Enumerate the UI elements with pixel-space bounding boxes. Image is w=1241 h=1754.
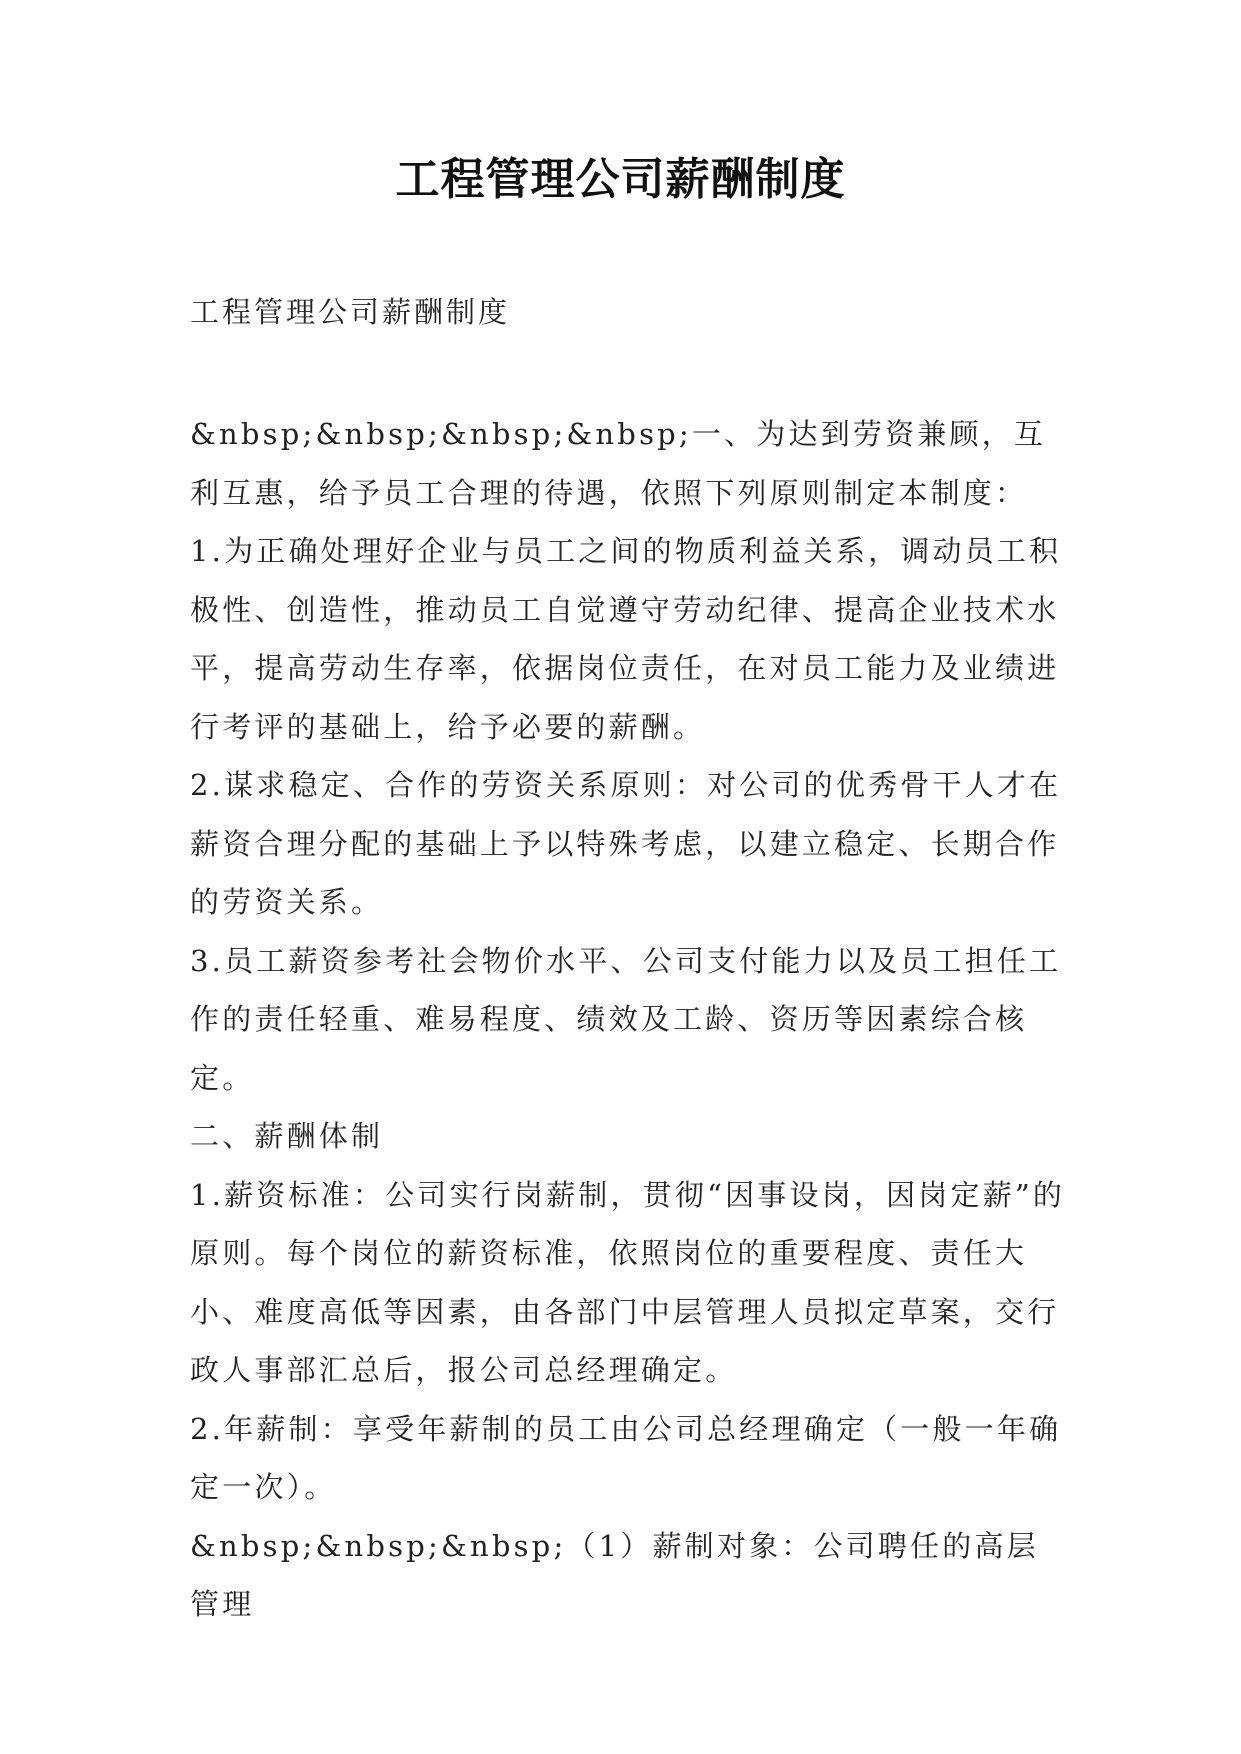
document-title: 工程管理公司薪酬制度 <box>395 154 846 205</box>
paragraph: 1.薪资标准：公司实行岗薪制，贯彻“因事设岗，因岗定薪”的原则。每个岗位的薪资标准，依照岗位的重要程度、责任大小、难度高低等因素，由各部门中层管理人员拟定草案，交行政人事部汇总后，报公司总经理确定。 <box>190 1177 1066 1387</box>
paragraph: 1.为正确处理好企业与员工之间的物质利益关系，调动员工积极性、创造性，推动员工自觉遵守劳动纪律、提高企业技术水平，提高劳动生存率，依据岗位责任，在对员工能力及业绩进行考评的基础上，给予必要的薪酬。 <box>190 534 1062 744</box>
document-body <box>190 405 1070 1634</box>
section-heading: 二、薪酬体制 <box>190 1119 384 1153</box>
paragraph: 2.年薪制：享受年薪制的员工由公司总经理确定（一般一年确定一次）。 <box>190 1411 1062 1504</box>
paragraph: &nbsp;&nbsp;&nbsp;&nbsp;一、为达到劳资兼顾，互利互惠，给予员工合理的待遇，依照下列原则制定本制度： <box>190 417 1047 510</box>
paragraph: 2.谋求稳定、合作的劳资关系原则：对公司的优秀骨干人才在薪资合理分配的基础上予以特殊考虑，以建立稳定、长期合作的劳资关系。 <box>190 768 1062 919</box>
paragraph: 3.员工薪资参考社会物价水平、公司支付能力以及员工担任工作的责任轻重、难易程度、绩效及工龄、资历等因素综合核定。 <box>190 943 1062 1095</box>
document-subtitle: 工程管理公司薪酬制度 <box>190 295 511 329</box>
paragraph: &nbsp;&nbsp;&nbsp;（1）薪制对象：公司聘任的高层管理 <box>190 1528 1039 1621</box>
